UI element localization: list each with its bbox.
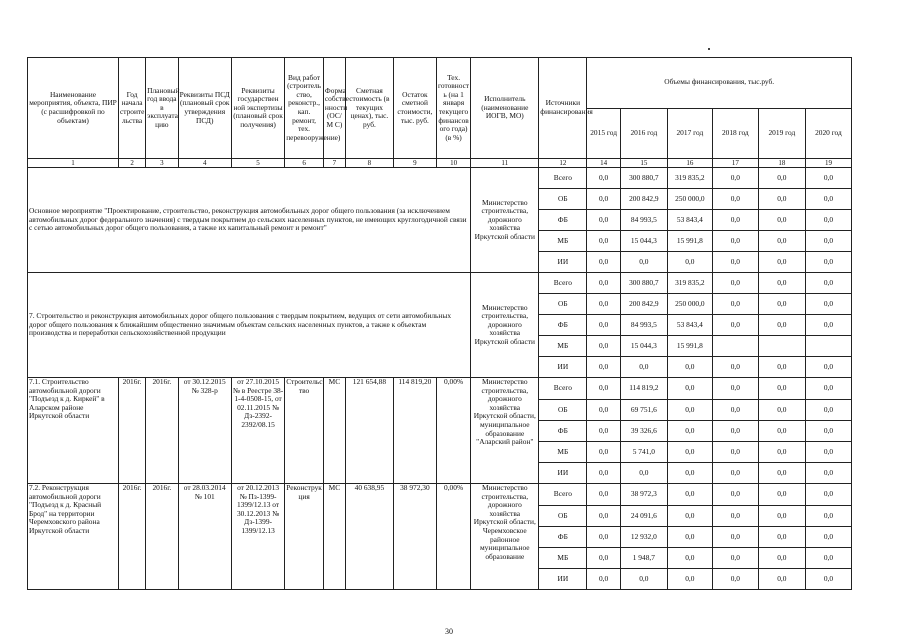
funding-value: 0,0 bbox=[758, 463, 805, 484]
column-index: 14 bbox=[587, 159, 620, 168]
funding-source: Всего bbox=[539, 484, 587, 506]
funding-value: 0,0 bbox=[587, 421, 620, 442]
funding-value: 0,0 bbox=[758, 442, 805, 463]
funding-value: 0,0 bbox=[587, 463, 620, 484]
table-body bbox=[28, 168, 852, 590]
funding-value: 0,0 bbox=[758, 315, 805, 336]
header-psd: Реквизиты ПСД (плановый срок утверждения ПСД) bbox=[178, 58, 231, 159]
object-start: 2016г. bbox=[118, 484, 145, 590]
header-planned-year: Плановый год ввода в эксплуата цию bbox=[146, 58, 178, 159]
column-index: 10 bbox=[436, 159, 471, 168]
funding-value: 319 835,2 bbox=[667, 273, 712, 294]
object-end: 2016г. bbox=[146, 378, 178, 484]
funding-value: 0,0 bbox=[758, 210, 805, 231]
column-index: 11 bbox=[471, 159, 539, 168]
funding-source: ФБ bbox=[539, 210, 587, 231]
object-cost: 121 654,88 bbox=[345, 378, 393, 484]
header-year: 2018 год bbox=[712, 108, 758, 159]
funding-value: 0,0 bbox=[758, 421, 805, 442]
funding-value bbox=[758, 336, 805, 357]
funding-value: 0,0 bbox=[667, 252, 712, 273]
funding-value: 0,0 bbox=[667, 548, 712, 569]
column-index: 4 bbox=[178, 159, 231, 168]
funding-value: 0,0 bbox=[587, 252, 620, 273]
header-readiness: Тех. готовност ь (на 1 января текущего финансов ого года) (в %) bbox=[436, 58, 471, 159]
column-index: 19 bbox=[805, 159, 851, 168]
funding-value: 0,0 bbox=[805, 442, 851, 463]
financing-table-sheet bbox=[27, 57, 852, 590]
funding-value: 0,0 bbox=[758, 273, 805, 294]
object-ready: 0,00% bbox=[436, 484, 471, 590]
funding-value: 0,0 bbox=[667, 442, 712, 463]
funding-value bbox=[805, 336, 851, 357]
funding-value: 0,0 bbox=[667, 400, 712, 421]
funding-value: 0,0 bbox=[805, 569, 851, 590]
object-form: МС bbox=[323, 484, 345, 590]
funding-source: Всего bbox=[539, 273, 587, 294]
funding-value: 0,0 bbox=[587, 548, 620, 569]
funding-value: 0,0 bbox=[620, 252, 667, 273]
object-end: 2016г. bbox=[146, 484, 178, 590]
header-year: 2017 год bbox=[667, 108, 712, 159]
funding-value: 0,0 bbox=[805, 189, 851, 210]
funding-value: 0,0 bbox=[587, 569, 620, 590]
column-index: 16 bbox=[667, 159, 712, 168]
funding-value: 0,0 bbox=[758, 569, 805, 590]
funding-value: 0,0 bbox=[587, 210, 620, 231]
funding-value: 0,0 bbox=[667, 357, 712, 378]
funding-value: 15 991,8 bbox=[667, 336, 712, 357]
funding-value: 0,0 bbox=[805, 484, 851, 506]
funding-value: 0,0 bbox=[620, 463, 667, 484]
object-work: Реконструк ция bbox=[285, 484, 324, 590]
funding-value: 0,0 bbox=[712, 189, 758, 210]
funding-value: 0,0 bbox=[758, 357, 805, 378]
funding-value: 0,0 bbox=[712, 252, 758, 273]
page-number: 30 bbox=[445, 627, 453, 636]
object-rest: 114 819,20 bbox=[393, 378, 436, 484]
funding-value: 84 993,5 bbox=[620, 210, 667, 231]
header-year: 2019 год bbox=[758, 108, 805, 159]
financing-table bbox=[27, 57, 852, 590]
funding-value: 0,0 bbox=[712, 527, 758, 548]
funding-value: 0,0 bbox=[667, 569, 712, 590]
executor-cell: Министерство строительства, дорожного хозяйства Иркутской области bbox=[471, 273, 539, 378]
funding-value: 84 993,5 bbox=[620, 315, 667, 336]
funding-value: 0,0 bbox=[587, 294, 620, 315]
funding-value: 0,0 bbox=[587, 168, 620, 189]
funding-value: 0,0 bbox=[667, 463, 712, 484]
funding-value: 0,0 bbox=[587, 315, 620, 336]
funding-value: 15 044,3 bbox=[620, 231, 667, 252]
funding-value: 0,0 bbox=[712, 378, 758, 400]
column-index: 1 bbox=[28, 159, 119, 168]
object-cost: 40 638,95 bbox=[345, 484, 393, 590]
funding-value: 0,0 bbox=[805, 463, 851, 484]
column-index: 17 bbox=[712, 159, 758, 168]
object-start: 2016г. bbox=[118, 378, 145, 484]
funding-source: ФБ bbox=[539, 527, 587, 548]
funding-source: ОБ bbox=[539, 506, 587, 527]
funding-value: 200 842,9 bbox=[620, 189, 667, 210]
header-remaining-cost: Остаток сметной стоимости, тыс. руб. bbox=[393, 58, 436, 159]
funding-value: 0,0 bbox=[587, 484, 620, 506]
funding-value: 0,0 bbox=[805, 168, 851, 189]
funding-value: 0,0 bbox=[712, 294, 758, 315]
funding-value: 250 000,0 bbox=[667, 189, 712, 210]
funding-value: 0,0 bbox=[620, 569, 667, 590]
funding-source: ИИ bbox=[539, 463, 587, 484]
header-executor: Исполнитель (наименование ИОГВ, МО) bbox=[471, 58, 539, 159]
funding-value: 53 843,4 bbox=[667, 315, 712, 336]
funding-value: 0,0 bbox=[712, 421, 758, 442]
header-name: Наименование мероприятия, объекта, ПИР (с расшифровкой по объектам) bbox=[28, 58, 119, 159]
funding-value: 0,0 bbox=[712, 210, 758, 231]
object-psd: от 30.12.2015 № 328-р bbox=[178, 378, 231, 484]
executor-cell: Министерство строительства, дорожного хозяйства Иркутской области, муниципальное образование "Аларский район" bbox=[471, 378, 539, 484]
funding-value: 0,0 bbox=[758, 484, 805, 506]
header-volume-group: Объемы финансирования, тыс.руб. bbox=[587, 58, 852, 109]
funding-value: 0,0 bbox=[587, 357, 620, 378]
object-psd: от 28.03.2014 № 101 bbox=[178, 484, 231, 590]
funding-value: 0,0 bbox=[712, 357, 758, 378]
funding-value: 12 932,0 bbox=[620, 527, 667, 548]
funding-value: 0,0 bbox=[758, 400, 805, 421]
funding-value: 0,0 bbox=[758, 548, 805, 569]
table-row bbox=[28, 168, 852, 189]
funding-value: 0,0 bbox=[758, 189, 805, 210]
header-year: 2015 год bbox=[587, 108, 620, 159]
funding-source: ИИ bbox=[539, 252, 587, 273]
funding-value: 0,0 bbox=[712, 548, 758, 569]
measure-description: Основное мероприятие "Проектирование, строительство, реконструкция автомобильных дорог общего пользования (за исключением автомобильных дорог федерального значения) с твердым покрытием до сельских населенных пунктов, не имеющих круглогодичной связи с сетью автомобильных дорог общего пользования, а также их капитальный ремонт и ремонт" bbox=[28, 168, 471, 273]
column-index: 12 bbox=[539, 159, 587, 168]
funding-value: 0,0 bbox=[587, 189, 620, 210]
funding-source: МБ bbox=[539, 231, 587, 252]
funding-value: 0,0 bbox=[587, 527, 620, 548]
measure-description: 7. Строительство и реконструкция автомобильных дорог общего пользования с твердым покрытием, ведущих от сети автомобильных дорог общего пользования к ближайшим общественно значимым объектам сельских населенных пунктов, а также к объектам производства и переработки сельскохозяйственной продукции bbox=[28, 273, 471, 378]
funding-value: 0,0 bbox=[805, 273, 851, 294]
funding-value: 0,0 bbox=[758, 231, 805, 252]
funding-value: 0,0 bbox=[587, 273, 620, 294]
funding-value: 0,0 bbox=[667, 421, 712, 442]
funding-value: 319 835,2 bbox=[667, 168, 712, 189]
funding-value: 38 972,3 bbox=[620, 484, 667, 506]
column-index: 5 bbox=[231, 159, 284, 168]
funding-value: 69 751,6 bbox=[620, 400, 667, 421]
object-expertise: от 20.12.2013 № Пз-1399-1399/12.13 от 30.12.2013 № Дз-1399-1399/12.13 bbox=[231, 484, 284, 590]
funding-value: 0,0 bbox=[667, 527, 712, 548]
funding-value: 0,0 bbox=[805, 210, 851, 231]
funding-value: 0,0 bbox=[758, 168, 805, 189]
funding-value: 0,0 bbox=[587, 442, 620, 463]
funding-value: 0,0 bbox=[805, 506, 851, 527]
funding-source: Всего bbox=[539, 168, 587, 189]
funding-value: 0,0 bbox=[758, 294, 805, 315]
funding-source: МБ bbox=[539, 336, 587, 357]
funding-value: 0,0 bbox=[587, 400, 620, 421]
funding-value: 53 843,4 bbox=[667, 210, 712, 231]
object-name: 7.2. Реконструкция автомобильной дороги "Подъезд к д. Красный Брод" на территории Черемховского района Иркутской области bbox=[28, 484, 119, 590]
header-year: 2020 год bbox=[805, 108, 851, 159]
column-index: 3 bbox=[146, 159, 178, 168]
funding-value: 0,0 bbox=[758, 506, 805, 527]
table-row bbox=[28, 273, 852, 294]
funding-value: 0,0 bbox=[805, 378, 851, 400]
funding-value: 0,0 bbox=[805, 252, 851, 273]
column-index: 9 bbox=[393, 159, 436, 168]
funding-value: 0,0 bbox=[805, 357, 851, 378]
funding-value bbox=[712, 336, 758, 357]
funding-value: 0,0 bbox=[587, 336, 620, 357]
funding-value: 0,0 bbox=[712, 231, 758, 252]
header-year: 2016 год bbox=[620, 108, 667, 159]
funding-value: 300 880,7 bbox=[620, 168, 667, 189]
funding-value: 0,0 bbox=[805, 400, 851, 421]
object-work: Строительс тво bbox=[285, 378, 324, 484]
funding-source: Всего bbox=[539, 378, 587, 400]
funding-value: 0,0 bbox=[758, 252, 805, 273]
funding-value: 0,0 bbox=[712, 506, 758, 527]
column-index-row bbox=[28, 159, 852, 168]
executor-cell: Министерство строительства, дорожного хозяйства Иркутской области bbox=[471, 168, 539, 273]
executor-cell: Министерство строительства, дорожного хозяйства Иркутской области, Черемховское районное муниципальное образование bbox=[471, 484, 539, 590]
column-index: 15 bbox=[620, 159, 667, 168]
funding-value: 0,0 bbox=[667, 484, 712, 506]
funding-value: 0,0 bbox=[805, 421, 851, 442]
funding-value: 250 000,0 bbox=[667, 294, 712, 315]
funding-value: 0,0 bbox=[805, 527, 851, 548]
funding-value: 0,0 bbox=[758, 378, 805, 400]
object-form: МС bbox=[323, 378, 345, 484]
object-rest: 38 972,30 bbox=[393, 484, 436, 590]
header-ownership: Форма собстве нности (ОС/М С) bbox=[323, 58, 345, 159]
column-index: 8 bbox=[345, 159, 393, 168]
funding-value: 24 091,6 bbox=[620, 506, 667, 527]
header-work-type: Вид работ (строитель ство, реконстр., кап. ремонт, тех. перевооружение) bbox=[285, 58, 324, 159]
funding-value: 0,0 bbox=[805, 548, 851, 569]
object-name: 7.1. Строительство автомобильной дороги "Подъезд к д. Киркей" в Аларском районе Иркутской области bbox=[28, 378, 119, 484]
funding-value: 200 842,9 bbox=[620, 294, 667, 315]
funding-value: 1 948,7 bbox=[620, 548, 667, 569]
object-expertise: от 27.10.2015 № в Реестре 38-1-4-0508-15, от 02.11.2015 № Дз-2392-2392/08.15 bbox=[231, 378, 284, 484]
column-index: 2 bbox=[118, 159, 145, 168]
funding-value: 0,0 bbox=[712, 315, 758, 336]
funding-source: ИИ bbox=[539, 569, 587, 590]
funding-value: 0,0 bbox=[805, 315, 851, 336]
funding-value: 0,0 bbox=[805, 294, 851, 315]
funding-source: ИИ bbox=[539, 357, 587, 378]
funding-value: 0,0 bbox=[620, 357, 667, 378]
funding-value: 114 819,2 bbox=[620, 378, 667, 400]
funding-source: МБ bbox=[539, 442, 587, 463]
funding-value: 0,0 bbox=[712, 442, 758, 463]
column-index: 18 bbox=[758, 159, 805, 168]
funding-value: 39 326,6 bbox=[620, 421, 667, 442]
funding-source: ОБ bbox=[539, 294, 587, 315]
table-row bbox=[28, 378, 852, 400]
column-index: 7 bbox=[323, 159, 345, 168]
funding-value: 0,0 bbox=[667, 378, 712, 400]
funding-value: 0,0 bbox=[667, 506, 712, 527]
funding-value: 5 741,0 bbox=[620, 442, 667, 463]
funding-source: МБ bbox=[539, 548, 587, 569]
funding-value: 0,0 bbox=[805, 231, 851, 252]
funding-value: 0,0 bbox=[712, 463, 758, 484]
funding-value: 300 880,7 bbox=[620, 273, 667, 294]
table-row bbox=[28, 484, 852, 506]
funding-value: 0,0 bbox=[587, 231, 620, 252]
funding-value: 0,0 bbox=[712, 400, 758, 421]
funding-source: ОБ bbox=[539, 400, 587, 421]
header-cost: Сметная стоимость (в текущих ценах), тыс. руб. bbox=[345, 58, 393, 159]
header-expertise: Реквизиты государствен ной экспертизы (плановый срок получения) bbox=[231, 58, 284, 159]
funding-value: 0,0 bbox=[587, 378, 620, 400]
funding-value: 0,0 bbox=[712, 273, 758, 294]
funding-value: 0,0 bbox=[712, 168, 758, 189]
scan-speck bbox=[708, 48, 710, 50]
funding-source: ОБ bbox=[539, 189, 587, 210]
funding-source: ФБ bbox=[539, 315, 587, 336]
funding-value: 15 044,3 bbox=[620, 336, 667, 357]
object-ready: 0,00% bbox=[436, 378, 471, 484]
funding-source: ФБ bbox=[539, 421, 587, 442]
funding-value: 0,0 bbox=[758, 527, 805, 548]
funding-value: 15 991,8 bbox=[667, 231, 712, 252]
column-index: 6 bbox=[285, 159, 324, 168]
funding-value: 0,0 bbox=[587, 506, 620, 527]
funding-value: 0,0 bbox=[712, 484, 758, 506]
header-sources: Источники финансирования bbox=[539, 58, 587, 159]
header-start-year: Год начала строите льства bbox=[118, 58, 145, 159]
funding-value: 0,0 bbox=[712, 569, 758, 590]
